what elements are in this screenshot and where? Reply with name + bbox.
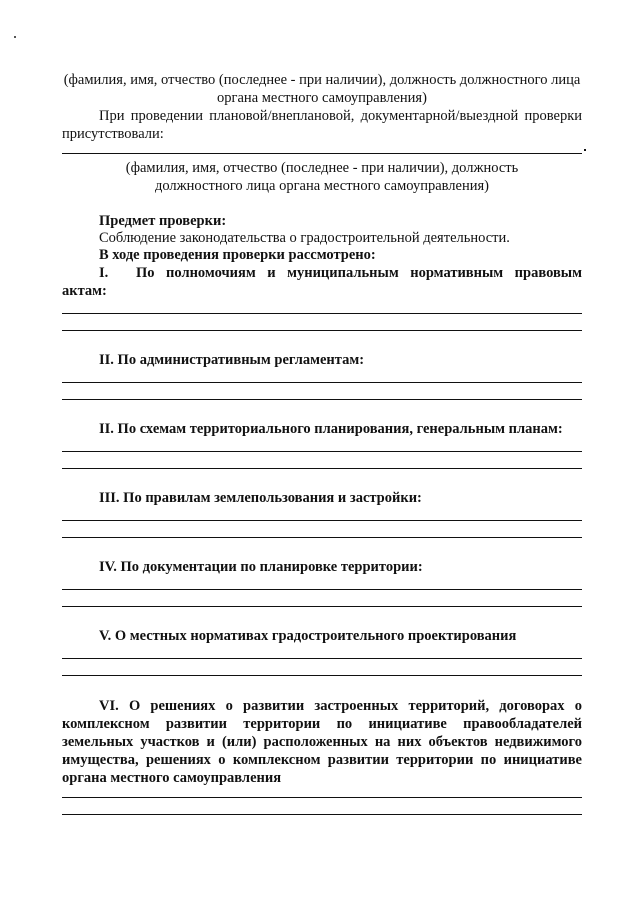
section-7-line-2 [62, 814, 582, 815]
section-3-line-2 [62, 468, 582, 469]
subject-text: Соблюдение законодательства о градостроительной деятельности. [99, 230, 510, 246]
line-end-dot [584, 149, 586, 151]
present-text: При проведении плановой/внеплановой, документарной/выездной проверки присутствовали: [62, 108, 582, 142]
section-2-line-1 [62, 382, 582, 383]
section-1-number: I. [99, 265, 109, 281]
section-5-title: IV. По документации по планировке территории: [99, 559, 423, 575]
section-3-title: II. По схемам территориального планирования, генеральным планам: [99, 421, 563, 437]
caption-present: (фамилия, имя, отчество (последнее - при наличии), должность должностного лица органа местного самоуправления) [125, 160, 519, 194]
present-fill-line [62, 153, 582, 154]
section-1-line-2 [62, 330, 582, 331]
section-1-title: По полномочиям и муниципальным нормативным правовым [136, 265, 582, 281]
section-5-line-2 [62, 606, 582, 607]
section-7-line-1 [62, 797, 582, 798]
section-6-title: V. О местных нормативах градостроительного проектирования [99, 628, 517, 644]
section-2-title: II. По административным регламентам: [99, 352, 365, 368]
section-7-title: VI. О решениях о развитии застроенных территорий, договорах о комплексном развитии территории по инициативе правообладателей земельных участков и (или) расположенных на них объектов недвижимого имущества, решениях о комплексном развитии территории по инициативе органа местного самоуправления [62, 698, 582, 786]
scan-mark [14, 36, 16, 38]
section-1-title-end: актам: [62, 283, 107, 299]
section-4-line-1 [62, 520, 582, 521]
reviewed-heading: В ходе проведения проверки рассмотрено: [99, 247, 376, 263]
section-1-line-1 [62, 313, 582, 314]
section-4-line-2 [62, 537, 582, 538]
section-4-title: III. По правилам землепользования и застройки: [99, 490, 422, 506]
subject-heading: Предмет проверки: [99, 213, 227, 229]
section-3-line-1 [62, 451, 582, 452]
section-1-first-line [62, 264, 582, 282]
caption-official: (фамилия, имя, отчество (последнее - при наличии), должность должностного лица органа местного самоуправления) [63, 72, 581, 106]
section-2-line-2 [62, 399, 582, 400]
section-6-line-2 [62, 675, 582, 676]
section-1 [62, 264, 582, 300]
section-5-line-1 [62, 589, 582, 590]
section-6-line-1 [62, 658, 582, 659]
